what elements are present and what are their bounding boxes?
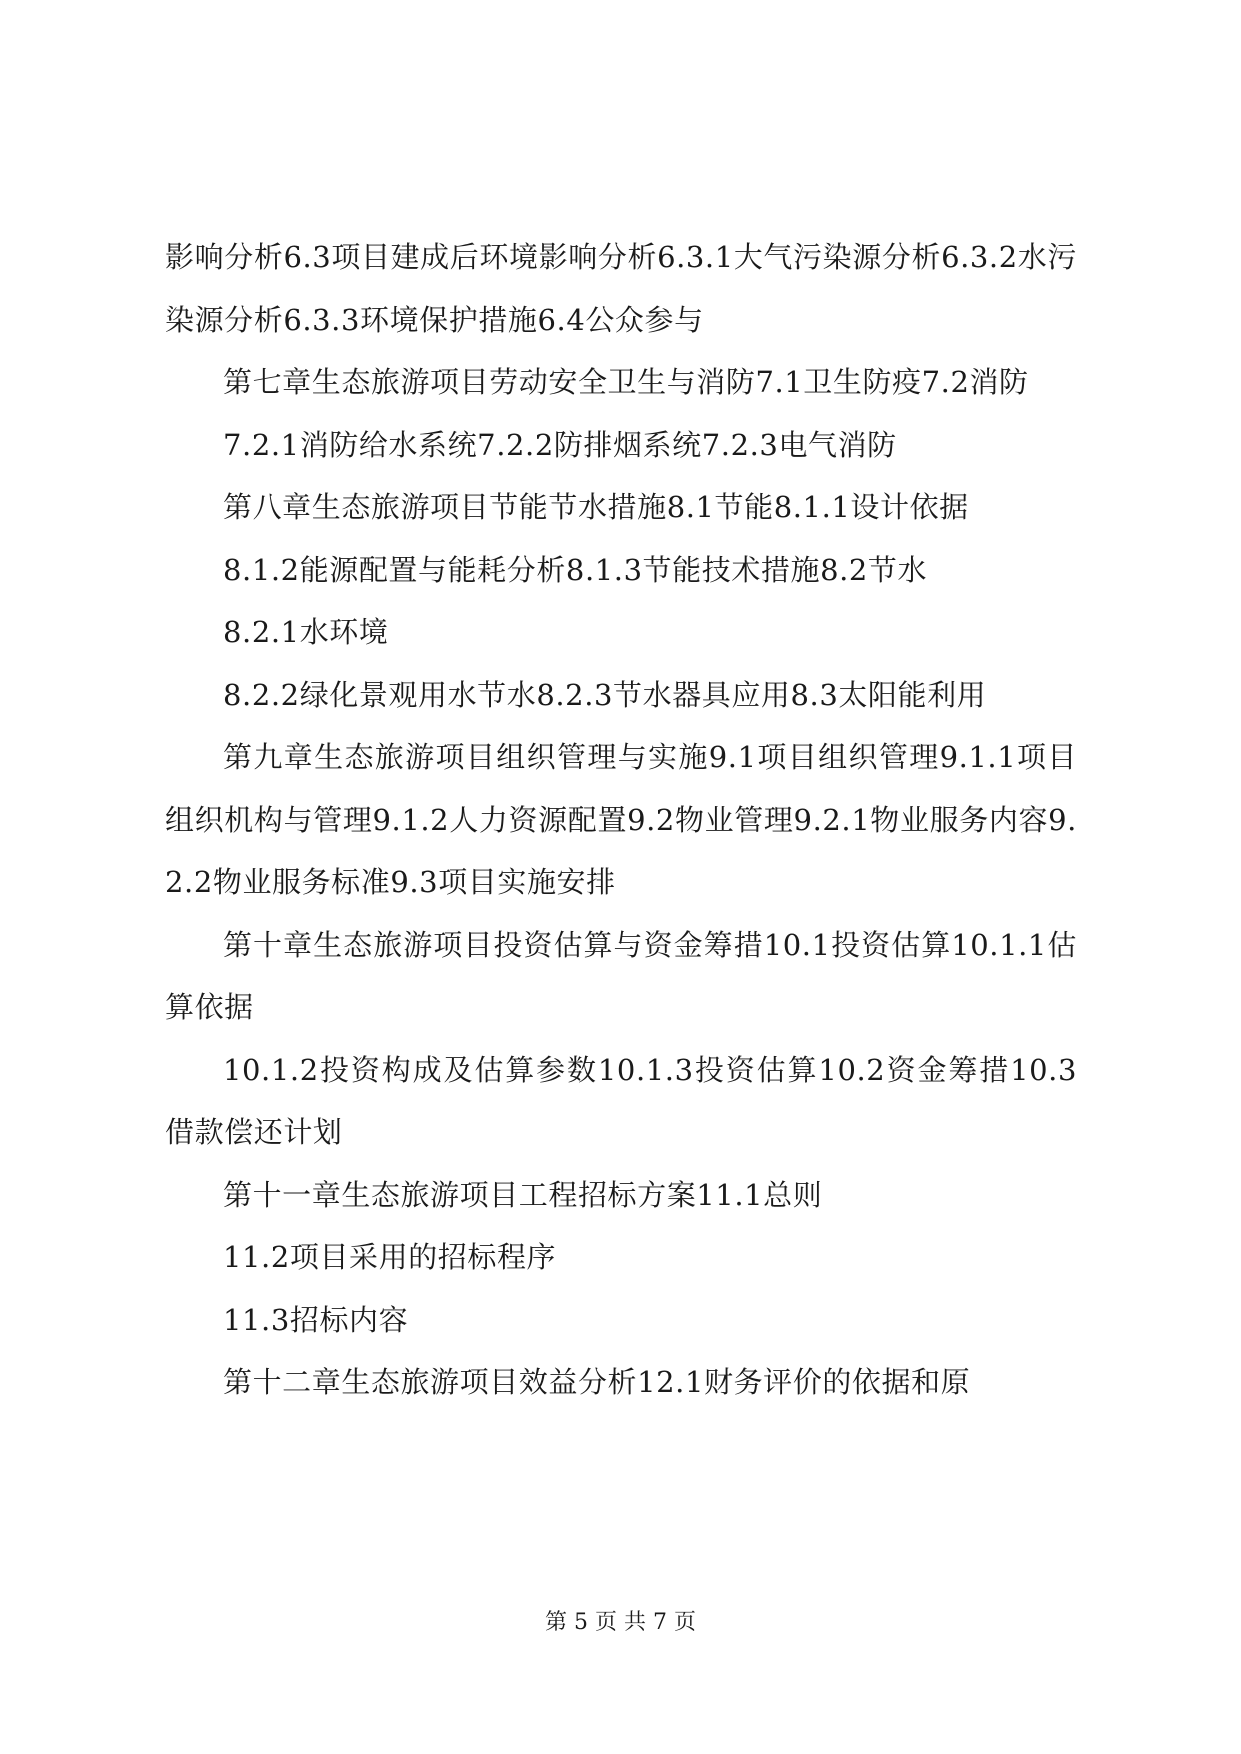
paragraph-environment-impact: 影响分析6.3项目建成后环境影响分析6.3.1大气污染源分析6.3.2水污染源分析6.3.3环境保护措施6.4公众参与 — [165, 240, 1077, 337]
paragraph-chapter-11: 第十一章生态旅游项目工程招标方案11.1总则 — [223, 1177, 823, 1212]
paragraph-tender-procedure: 11.2项目采用的招标程序 — [223, 1240, 557, 1274]
paragraph-chapter-7: 第七章生态旅游项目劳动安全卫生与消防7.1卫生防疫7.2消防 — [223, 365, 1029, 399]
paragraph-investment: 10.1.2投资构成及估算参数10.1.3投资估算10.2资金筹措10.3借款偿还计划 — [165, 1052, 1077, 1149]
paragraph-energy-saving: 8.1.2能源配置与能耗分析8.1.3节能技术措施8.2节水 — [223, 552, 928, 587]
paragraph-water-environment: 8.2.1水环境 — [223, 615, 389, 649]
paragraph-chapter-9: 第九章生态旅游项目组织管理与实施9.1项目组织管理9.1.1项目组织机构与管理9.1.2人力资源配置9.2物业管理9.2.1物业服务内容9.2.2物业服务标准9.3项目实施安排 — [165, 740, 1077, 899]
paragraph-chapter-10: 第十章生态旅游项目投资估算与资金筹措10.1投资估算10.1.1估算依据 — [165, 927, 1077, 1024]
document-body — [165, 226, 1077, 1414]
page-footer: 第 5 页 共 7 页 — [545, 1610, 696, 1635]
paragraph-chapter-12: 第十二章生态旅游项目效益分析12.1财务评价的依据和原 — [223, 1365, 971, 1399]
paragraph-fire-protection: 7.2.1消防给水系统7.2.2防排烟系统7.2.3电气消防 — [223, 427, 897, 462]
paragraph-water-saving: 8.2.2绿化景观用水节水8.2.3节水器具应用8.3太阳能利用 — [223, 677, 987, 712]
paragraph-tender-content: 11.3招标内容 — [223, 1302, 409, 1337]
paragraph-chapter-8: 第八章生态旅游项目节能节水措施8.1节能8.1.1设计依据 — [223, 490, 969, 524]
